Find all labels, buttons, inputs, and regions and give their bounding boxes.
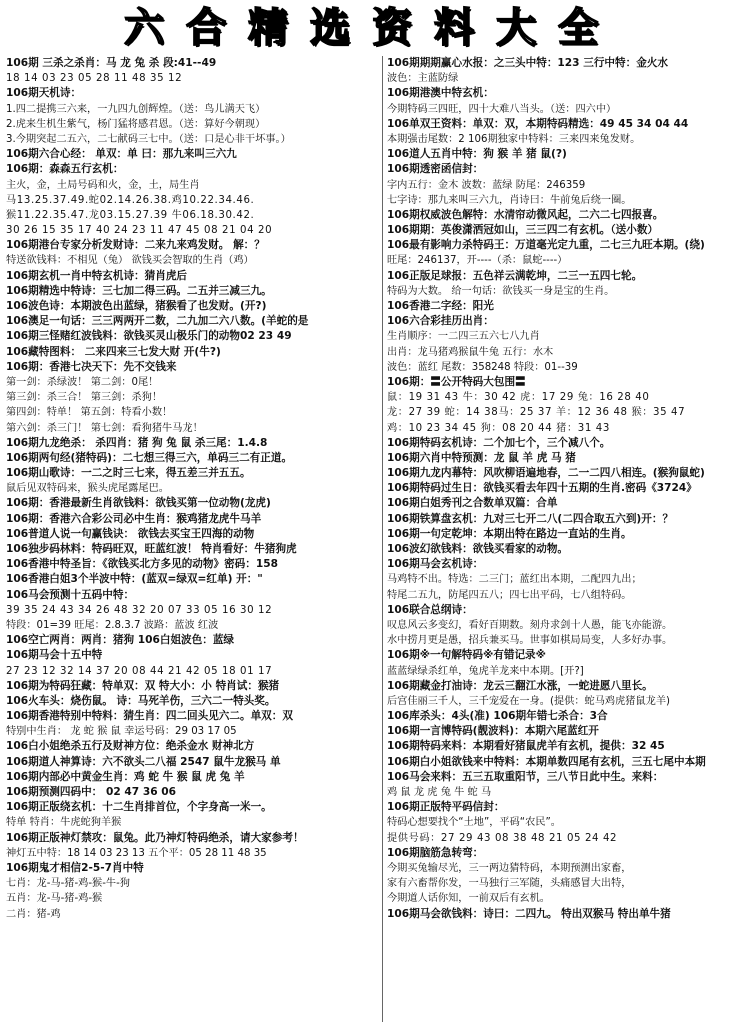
section-heading: 106联合总纲诗： bbox=[387, 603, 473, 616]
number-row: 鼠：19 31 43 牛：30 42 虎：17 29 兔：16 28 40 bbox=[387, 392, 650, 404]
section-heading: 106期：森森五行玄机： bbox=[6, 163, 124, 176]
text-line: 五肖：龙-马-猪-鸡-猴 bbox=[6, 893, 103, 905]
text-line: 主火，金，土局号码和火，金，土，局生肖 bbox=[6, 179, 200, 191]
section-heading: 106空亡两肖：两肖：猪狗 106白姐波色：蓝绿 bbox=[6, 634, 235, 647]
section-heading: 106期特码玄机诗：二个加七个，三个减八个。 bbox=[387, 436, 611, 449]
section-heading: 106期一句定乾坤：本期出特在路边一直站的生肖。 bbox=[387, 527, 632, 540]
section-heading: 106期 三杀之杀肖：马 龙 兔 杀 段:41--49 bbox=[6, 57, 217, 69]
text-line: 1.四二提携三六来，一九四九创辉煌。（送：鸟儿满天飞） bbox=[6, 103, 266, 115]
section-heading: 106期期期赢心水报：之三头中特：123 三行中特：金火水 bbox=[387, 57, 668, 69]
text-line: 蓝蓝绿绿杀红单，兔虎羊龙来中本期。[开?] bbox=[387, 665, 584, 677]
section-heading: 106期为特码狂藏：特单双：双 特大小：小 特肖试：猴猪 bbox=[6, 679, 280, 692]
text-line: 波色：主蓝防绿 bbox=[387, 73, 459, 85]
section-heading: 106期期：英俊潇洒冠如山，三三四二有玄机。（送小数） bbox=[387, 224, 659, 237]
section-heading: 106道人五肖中特：狗 猴 羊 猪 鼠(?) bbox=[387, 148, 567, 161]
section-heading: 106期脑筋急转弯： bbox=[387, 846, 484, 859]
text-line: 今期买兔输尽光，三一两边猜特码，本期预测出家畜， bbox=[387, 862, 632, 874]
text-line: 鼠后见双特码来，猴头虎尾露尾巴。 bbox=[6, 483, 169, 495]
section-heading: 106期：〓公开特码大包围〓 bbox=[387, 375, 526, 388]
section-heading: 106期六肖中特预测：龙 鼠 羊 虎 马 猪 bbox=[387, 451, 576, 464]
text-line: 特送欲钱料：不相见（兔） 欲钱买会智取的生肖（鸡） bbox=[6, 255, 254, 267]
section-heading: 106期预测四码中： 02 47 36 06 bbox=[6, 786, 176, 798]
section-heading: 106期：香港六合彩公司必中生肖：猴鸡猪龙虎牛马羊 bbox=[6, 512, 262, 525]
text-line: 水中捞月更是愚，招兵兼买马。世事如棋局局变，人多好办事。 bbox=[387, 635, 673, 647]
text-line: 波色：蓝红 尾数：358248 特段：01--39 bbox=[387, 361, 578, 373]
section-heading: 106六合彩挂历出肖： bbox=[387, 315, 494, 328]
section-heading: 106期白小姐欲钱来中特料：本期单数四尾有玄机，三五七尾中本期 bbox=[387, 755, 706, 768]
text-line: 后宫佳丽三千人，三千宠爱在一身。(提供：蛇马鸡虎猪鼠龙羊) bbox=[387, 695, 671, 707]
section-heading: 106藏特图料： 二来四来三七发大财 开(牛?) bbox=[6, 345, 221, 358]
section-heading: 106期天机诗： bbox=[6, 87, 82, 100]
text-line: 生肖顺序：一二四三五六七八九肖 bbox=[387, 331, 540, 343]
text-line: 二肖：猪-鸡 bbox=[6, 908, 61, 920]
section-heading: 106期马会欲钱料：诗曰：二四九。 特出双猴马 特出单牛猪 bbox=[387, 907, 671, 920]
text-line: 家有六畜帮你发，一马独行三军随，头痛感冒大出特， bbox=[387, 878, 632, 890]
number-row: 龙：27 39 蛇：14 38马：25 37 羊：12 36 48 猴：35 47 bbox=[387, 407, 686, 419]
section-heading: 106期山歌诗：一二之时三七来，得五差三并五五。 bbox=[6, 467, 251, 480]
section-heading: 106期六合心经： 单双：单 曰：那九来叫三六九 bbox=[6, 148, 237, 161]
section-heading: 106期一言博特码(靓波料)：本期六尾蓝红开 bbox=[387, 725, 599, 738]
section-heading: 106期特码过生日：欲钱买看去年四十五期的生肖.密码《3724》 bbox=[387, 482, 697, 495]
text-line: 特别中生肖： 龙 蛇 猴 鼠 幸运号码：29 03 17 05 bbox=[6, 726, 237, 738]
text-line: 第三剑：杀三合！ 第三剑：杀狗！ bbox=[6, 392, 163, 404]
number-row: 猴11.22.35.47.龙03.15.27.39 牛06.18.30.42. bbox=[6, 209, 255, 221]
section-heading: 106独步码林料：特码旺双，旺蓝红波！ 特肖看好：牛猪狗虎 bbox=[6, 543, 297, 555]
section-heading: 106期香港特别中特料：猜生肖：四二回头见六二。单双：双 bbox=[6, 710, 293, 723]
text-line: 2.虎来生机生紫气，杨门猛将感君恩。（送：算好今朝现） bbox=[6, 118, 266, 130]
section-heading: 106香港二字经：阳光 bbox=[387, 300, 494, 312]
text-line: 马鸡特不出。特选：二三门；蓝红出本期，二配四九出； bbox=[387, 574, 642, 586]
section-heading: 106期港澳中特玄机： bbox=[387, 87, 494, 100]
section-heading: 106期马会玄机诗： bbox=[387, 558, 484, 571]
section-heading: 106香港白姐3个半波中特：(蓝双=绿双=红单) 开：" bbox=[6, 573, 263, 586]
section-heading: 106单双王资料：单双：双，本期特码精选：49 45 34 04 44 bbox=[387, 117, 689, 130]
section-heading: 106期※一句解特码※有错记录※ bbox=[387, 649, 546, 662]
text-line: 3.今期突起二五六，二七献码三七中。（送：口是心非干坏事。） bbox=[6, 133, 291, 145]
section-heading: 106期三怪赌红波钱料：欲钱买灵山极乐门的动物02 23 49 bbox=[6, 330, 292, 343]
section-heading: 106波幻欲钱料：欲钱买看家的动物。 bbox=[387, 543, 569, 555]
section-heading: 106期正版神灯禁攻：鼠兔。此乃神灯特码绝杀，请大家参考！ bbox=[6, 831, 304, 844]
section-heading: 106白小姐绝杀五行及财神方位：绝杀金水 财神北方 bbox=[6, 740, 255, 753]
text-line: 神灯五中特：18 14 03 23 13 五个平：05 28 11 48 35 bbox=[6, 847, 267, 859]
section-heading: 106期：香港七决天下：先不交钱来 bbox=[6, 360, 177, 373]
section-heading: 106普道人说一句赢钱诀： 欲钱去买宝王四海的动物 bbox=[6, 527, 255, 540]
section-heading: 106期透密函信封： bbox=[387, 163, 484, 176]
section-heading: 106期内部必中黄金生肖：鸡 蛇 牛 猴 鼠 虎 兔 羊 bbox=[6, 770, 245, 783]
left-column bbox=[6, 56, 378, 1022]
section-heading: 106期港台专家分析发财诗：二来九来鸡发财。 解：？ bbox=[6, 239, 265, 252]
text-line: 七肖：龙-马-猪-鸡-猴-牛-狗 bbox=[6, 878, 130, 890]
section-heading: 106期：香港最新生肖欲钱料：欲钱买第一位动物(龙虎) bbox=[6, 497, 271, 510]
section-heading: 106最有影响力杀特码王：万道毫光定九重，二七三九旺本期。(绕) bbox=[387, 239, 705, 252]
section-heading: 106期马会十五中特 bbox=[6, 649, 103, 662]
section-heading: 106期鬼才相信2-5-7肖中特 bbox=[6, 861, 144, 874]
text-line: 旺尾：246137，开----（杀：鼠蛇----） bbox=[387, 255, 568, 267]
text-line: 出肖：龙马猪鸡猴鼠牛兔 五行：水木 bbox=[387, 346, 554, 358]
text-line: 今期道人话你知，一前双后有玄机。 bbox=[387, 893, 550, 905]
text-line: 特码为大数。 给一句话：欲钱买一身是宝的生肖。 bbox=[387, 285, 615, 297]
text-line: 特码心想要找个“土地”，平码“农民”。 bbox=[387, 817, 561, 829]
text-line: 鸡 鼠 龙 虎 兔 牛 蛇 马 bbox=[387, 787, 492, 798]
section-heading: 106期道人神算诗：六不欲头二八福 2547 鼠牛龙猴马 单 bbox=[6, 755, 281, 768]
number-row: 鸡：10 23 34 45 狗：08 20 44 猪：31 43 bbox=[387, 422, 610, 434]
text-line: 第六剑：杀三门！ 第七剑：看狗猪牛马龙！ bbox=[6, 422, 203, 434]
text-line: 第一剑：杀绿波！ 第二剑：0尾！ bbox=[6, 376, 159, 388]
section-heading: 106期铁算盘玄机：九对三七开二八(二四合取五六到)开：？ bbox=[387, 512, 674, 525]
section-heading: 106期正版特平码信封： bbox=[387, 801, 505, 814]
section-heading: 106期权威波色解特：水清帘动微风起，二六二七四报喜。 bbox=[387, 208, 664, 221]
text-line: 特尾二五九，防尾四五八；四七出平码，七八组特码。 bbox=[387, 589, 632, 601]
text-line: 第四剑：特单！ 第五剑：特看小数！ bbox=[6, 407, 173, 419]
section-heading: 106火车头：烧伤鼠。 诗：马死羊伤，三六二一特头奖。 bbox=[6, 694, 276, 707]
number-row: 18 14 03 23 05 28 11 48 35 12 bbox=[6, 73, 183, 85]
section-heading: 106澳足一句话：三三两两开二数，二九加二六八数。(羊蛇的是 bbox=[6, 315, 309, 328]
page-title: 六合精选资料大全 bbox=[124, 4, 620, 51]
section-heading: 106正版足球报：五色祥云满乾坤，二三一五四七轮。 bbox=[387, 269, 643, 282]
section-heading: 106马会预测十五码中特： bbox=[6, 588, 135, 601]
number-row: 30 26 15 35 17 40 24 23 11 47 45 08 21 04 20 bbox=[6, 225, 273, 237]
number-row: 39 35 24 43 34 26 48 32 20 07 33 05 16 30 12 bbox=[6, 604, 273, 616]
section-heading: 106期九龙绝杀： 杀四肖：猪 狗 兔 鼠 杀三尾：1.4.8 bbox=[6, 436, 268, 449]
section-heading: 106期九龙内幕特：风吹柳语遍地春，二一二四八相连。(猴狗鼠蛇) bbox=[387, 467, 705, 480]
section-heading: 106期藏金打油诗：龙云三翻江水涨，一蛇进愿八里长。 bbox=[387, 679, 653, 692]
section-heading: 106库杀头：4头(准) 106期年错七杀合：3合 bbox=[387, 710, 608, 723]
number-row: 马13.25.37.49.蛇02.14.26.38.鸡10.22.34.46. bbox=[6, 194, 255, 206]
text-line: 特单 特肖：牛虎蛇狗羊猴 bbox=[6, 817, 122, 829]
section-heading: 106期白姐秀刊之合数单双篇：合单 bbox=[387, 497, 558, 510]
text-line: 叹息风云多变幻，看好百期数。刻舟求剑十人愚，能飞亦能游。 bbox=[387, 619, 673, 631]
text-line: 七字诗：那九来叫三六九，肖诗曰：牛前兔后绕一圈。 bbox=[387, 194, 632, 206]
right-column bbox=[382, 56, 742, 1022]
section-heading: 106期正版绕玄机：十二生肖排首位，个字身高一米一。 bbox=[6, 801, 272, 814]
number-row: 提供号码：27 29 43 08 38 48 21 05 24 42 bbox=[387, 832, 618, 844]
number-row: 27 23 12 32 14 37 20 08 44 21 42 05 18 01 17 bbox=[6, 665, 273, 677]
section-heading: 106波色诗：本期波色出蓝绿，猪猴看了也发财。(开?) bbox=[6, 300, 267, 312]
section-heading: 106期两句经(猪特码)：二七想三得三六，单码三二有正道。 bbox=[6, 451, 293, 464]
section-heading: 106马会来料：五三五取重阳节，三八节日此中生。来料： bbox=[387, 770, 664, 783]
text-line: 本期强击尾数：2 106期独家中特料：三来四来兔发财。 bbox=[387, 133, 641, 145]
section-heading: 106期特码来料：本期看好猪鼠虎羊有玄机，提供：32 45 bbox=[387, 740, 665, 753]
section-heading: 106期精选中特诗：三七加二得三码。二五并三减三九。 bbox=[6, 284, 272, 297]
text-line: 特段：01=39 旺尾：2.8.3.7 波路：蓝波 红波 bbox=[6, 619, 219, 631]
section-heading: 106香港中特圣旨：《欲钱买北方多见的动物》密码：158 bbox=[6, 558, 278, 571]
text-line: 今期特码三四旺，四十大难八当头。（送：四六中） bbox=[387, 103, 617, 115]
text-line: 字内五行：金木 波数：蓝绿 防尾：246359 bbox=[387, 179, 586, 191]
section-heading: 106期玄机一肖中特玄机诗：猜肖虎后 bbox=[6, 269, 188, 282]
